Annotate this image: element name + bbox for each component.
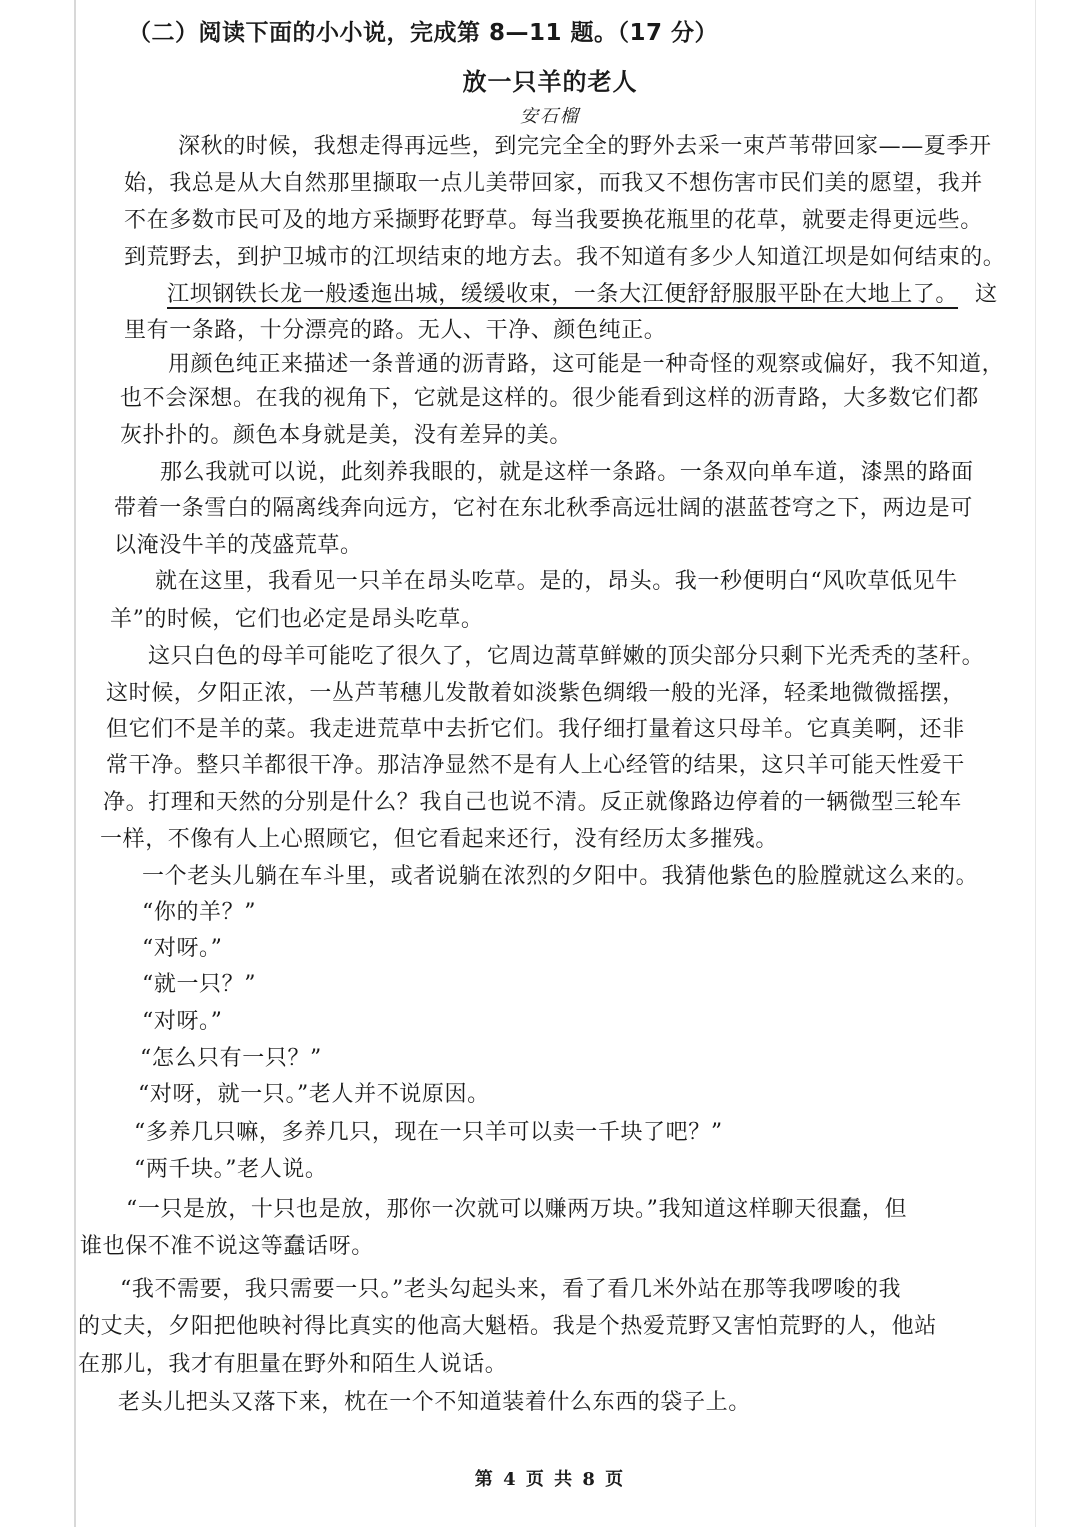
paragraph-line: 一样，不像有人上心照顾它，但它看起来还行，没有经历太多摧残。 <box>100 827 779 852</box>
paragraph-line: “一只是放，十只也是放，那你一次就可以赚两万块。”我知道这样聊天很蠢，但 <box>126 1197 908 1222</box>
paragraph-line: 这只白色的母羊可能吃了很久了，它周边蒿草鲜嫩的顶尖部分只剩下光秃秃的茎秆。 <box>148 644 985 669</box>
dialogue-line: “对呀，就一只。”老人并不说原因。 <box>138 1082 490 1107</box>
paragraph-line: 但它们不是羊的菜。我走进荒草中去折它们。我仔细打量着这只母羊。它真美啊，还非 <box>106 717 965 742</box>
paragraph-line: 在那儿，我才有胆量在野外和陌生人说话。 <box>78 1352 508 1377</box>
paragraph-line: 以淹没牛羊的茂盛荒草。 <box>114 533 363 558</box>
paragraph-line: 带着一条雪白的隔离线奔向远方，它衬在东北秋季高远壮阔的湛蓝苍穹之下，两边是可 <box>114 496 973 521</box>
paragraph-line: 的丈夫，夕阳把他映衬得比真实的他高大魁梧。我是个热爱荒野又害怕荒野的人，他站 <box>78 1314 937 1339</box>
paragraph-line: 常干净。整只羊都很干净。那洁净显然不是有人上心经管的结果，这只羊可能天性爱干 <box>106 753 965 778</box>
dialogue-line: “多养几只嘛，多养几只，现在一只羊可以卖一千块了吧？” <box>134 1120 723 1145</box>
paragraph-line: 羊”的时候，它们也必定是昂头吃草。 <box>110 607 484 632</box>
paragraph-line: 就在这里，我看见一只羊在昂头吃草。是的，昂头。我一秒便明白“风吹草低见牛 <box>155 569 958 594</box>
story-author: 安石榴 <box>520 106 580 127</box>
paragraph-line: 也不会深想。在我的视角下，它就是这样的。很少能看到这样的沥青路，大多数它们都 <box>120 386 979 411</box>
section-heading: （二）阅读下面的小小说，完成第 8—11 题。（17 分） <box>128 20 719 46</box>
dialogue-line: “怎么只有一只？” <box>140 1046 322 1071</box>
paragraph-line: 谁也保不准不说这等蠢话呀。 <box>80 1234 374 1259</box>
paragraph-line: 那么我就可以说，此刻养我眼的，就是这样一条路。一条双向单车道，漆黑的路面 <box>160 460 974 485</box>
paragraph-line: 到荒野去，到护卫城市的江坝结束的地方去。我不知道有多少人知道江坝是如何结束的。 <box>124 245 1006 270</box>
paragraph-line: 不在多数市民可及的地方采撷野花野草。每当我要换花瓶里的花草，就要走得更远些。 <box>124 208 983 233</box>
page-number: 第 4 页 共 8 页 <box>474 1469 626 1490</box>
paragraph-line: 里有一条路，十分漂亮的路。无人、干净、颜色纯正。 <box>124 318 667 343</box>
dialogue-line: “你的羊？” <box>142 900 257 925</box>
paragraph-line: 深秋的时候，我想走得再远些，到完完全全的野外去采一束芦苇带回家——夏季开 <box>178 134 992 159</box>
dialogue-line: “两千块。”老人说。 <box>134 1157 328 1182</box>
story-title: 放一只羊的老人 <box>462 68 638 96</box>
left-margin-rule <box>74 0 76 1527</box>
right-margin-rule <box>1035 0 1036 1527</box>
paragraph-line: 净。打理和天然的分别是什么？我自己也说不清。反正就像路边停着的一辆微型三轮车 <box>103 790 962 815</box>
paragraph-line: 这 <box>975 282 998 307</box>
underlined-sentence: 江坝钢铁长龙一般逶迤出城，缓缓收束，一条大江便舒舒服服平卧在大地上了。 <box>167 282 959 307</box>
dialogue-line: “就一只？” <box>142 972 257 997</box>
paragraph-line: 老头儿把头又落下来，枕在一个不知道装着什么东西的袋子上。 <box>118 1390 751 1415</box>
paragraph-line: 始，我总是从大自然那里撷取一点儿美带回家，而我又不想伤害市民们美的愿望，我并 <box>124 171 983 196</box>
paragraph-line: 这时候，夕阳正浓，一丛芦苇穗儿发散着如淡紫色绸缎一般的光泽，轻柔地微微摇摆， <box>106 681 965 706</box>
paragraph-line: 一个老头儿躺在车斗里，或者说躺在浓烈的夕阳中。我猜他紫色的脸膛就这么来的。 <box>142 864 979 889</box>
paragraph-line: 灰扑扑的。颜色本身就是美，没有差异的美。 <box>120 423 573 448</box>
dialogue-line: “对呀。” <box>142 1009 223 1034</box>
dialogue-line: “对呀。” <box>142 936 223 961</box>
paragraph-line: “我不需要，我只需要一只。”老头勾起头来，看了看几米外站在那等我啰唆的我 <box>120 1277 902 1302</box>
paragraph-line: 用颜色纯正来描述一条普通的沥青路，这可能是一种奇怪的观察或偏好，我不知道， <box>168 352 1005 377</box>
